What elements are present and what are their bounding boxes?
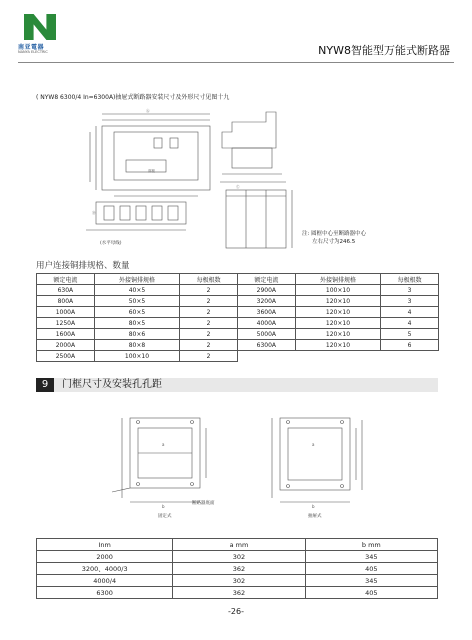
- table-cell: 3: [381, 285, 439, 296]
- table-row: [37, 329, 439, 340]
- table-cell: 800A: [37, 296, 95, 307]
- table-cell: 362: [173, 587, 305, 599]
- table-row: [37, 285, 439, 296]
- note-line-1: 注: 圆框中心至断路器中心: [302, 231, 367, 237]
- svg-text:Ⓐ: Ⓐ: [146, 109, 150, 113]
- table-cell: 1250A: [37, 318, 95, 329]
- table-header-row: [37, 539, 438, 551]
- table-cell: 3200A: [237, 296, 295, 307]
- table-cell: 120×10: [295, 329, 380, 340]
- brand-subtitle: NANYA ELECTRIC: [18, 50, 48, 54]
- table-cell: [381, 351, 439, 362]
- breaker-outline-drawing: [36, 102, 440, 254]
- table-cell: 405: [305, 587, 437, 599]
- col-per-pole-count: 每极根数: [180, 274, 238, 285]
- table-cell: 3600A: [237, 307, 295, 318]
- table-cell: 2: [180, 351, 238, 362]
- table-row: [37, 551, 438, 563]
- table-cell: 40×5: [94, 285, 179, 296]
- table-cell: 3200、4000/3: [37, 563, 173, 575]
- svg-text:a: a: [312, 442, 315, 447]
- table-cell: 120×10: [295, 340, 380, 351]
- section-title: 门框尺寸及安装孔孔距: [62, 379, 162, 390]
- table-cell: 2: [180, 307, 238, 318]
- table-row: [37, 351, 439, 362]
- table-cell: 4000/4: [37, 575, 173, 587]
- table-cell: 120×10: [295, 296, 380, 307]
- page-title: NYW8智能型万能式断路器: [318, 44, 450, 57]
- table-cell: 2000: [37, 551, 173, 563]
- svg-text:b: b: [162, 504, 165, 509]
- col-inm: Inm: [37, 539, 173, 551]
- door-frame-table: [36, 538, 438, 599]
- table-cell: 345: [305, 575, 437, 587]
- svg-text:b: b: [312, 504, 315, 509]
- col-busbar-spec: 外接铜排规格: [94, 274, 179, 285]
- table-cell: [237, 351, 295, 362]
- brand-name: 南亚電器: [18, 44, 45, 51]
- fixed-type-label: 固定式: [158, 514, 172, 519]
- table-cell: 80×6: [94, 329, 179, 340]
- col-rated-current: 额定电流: [37, 274, 95, 285]
- table-cell: 302: [173, 551, 305, 563]
- table-cell: 2: [180, 340, 238, 351]
- table-cell: 2900A: [237, 285, 295, 296]
- table-row: [37, 340, 439, 351]
- table-cell: 4000A: [237, 318, 295, 329]
- diagram-caption: ( NYW8 6300/4 In=6300A)抽屉式断路器安装尺寸及外形尺寸见图十九: [36, 94, 230, 101]
- table-cell: 100×10: [94, 351, 179, 362]
- table-cell: 80×5: [94, 318, 179, 329]
- col-a: a mm: [173, 539, 305, 551]
- table-cell: 302: [173, 575, 305, 587]
- svg-text:Ⓑ: Ⓑ: [92, 211, 96, 215]
- table-cell: 1000A: [37, 307, 95, 318]
- table-cell: 630A: [37, 285, 95, 296]
- table-cell: 345: [305, 551, 437, 563]
- breaker-bottom-label: 断路器底面: [192, 501, 215, 506]
- col-busbar-spec-2: 外接铜排规格: [295, 274, 380, 285]
- table-row: [37, 296, 439, 307]
- table-cell: 120×10: [295, 318, 380, 329]
- table-cell: 4: [381, 318, 439, 329]
- table-cell: 6300A: [237, 340, 295, 351]
- page-number: -26-: [228, 607, 244, 616]
- table-cell: 60×5: [94, 307, 179, 318]
- table-cell: 6: [381, 340, 439, 351]
- header-divider: [18, 62, 454, 63]
- table-row: [37, 563, 438, 575]
- logo-mark: [24, 14, 56, 40]
- table-cell: 2: [180, 318, 238, 329]
- table-row: [37, 307, 439, 318]
- table-cell: 100×10: [295, 285, 380, 296]
- col-rated-current-2: 额定电流: [237, 274, 295, 285]
- table-cell: 2000A: [37, 340, 95, 351]
- door-frame-drawing: [110, 410, 380, 520]
- svg-text:面板: 面板: [148, 169, 155, 173]
- table-cell: 2500A: [37, 351, 95, 362]
- note-line-2: 左右尺寸为246.5: [312, 239, 356, 245]
- svg-text:a: a: [162, 442, 165, 447]
- table-cell: 362: [173, 563, 305, 575]
- section-number: 9: [36, 378, 54, 392]
- table-cell: 2: [180, 285, 238, 296]
- draw-out-type-label: 抽屉式: [308, 514, 322, 519]
- table-cell: 2: [180, 329, 238, 340]
- table-cell: 4: [381, 307, 439, 318]
- table-cell: 5000A: [237, 329, 295, 340]
- horizontal-busbar-label: (水平母线): [100, 241, 122, 246]
- table-cell: 120×10: [295, 307, 380, 318]
- col-per-pole-count-2: 每极根数: [381, 274, 439, 285]
- table-row: [37, 575, 438, 587]
- table-row: [37, 318, 439, 329]
- table-cell: [295, 351, 380, 362]
- svg-text:Ⓒ: Ⓒ: [236, 185, 240, 189]
- col-b: b mm: [305, 539, 437, 551]
- table-cell: 405: [305, 563, 437, 575]
- table-header-row: [37, 274, 439, 285]
- table-cell: 1600A: [37, 329, 95, 340]
- table-cell: 50×5: [94, 296, 179, 307]
- table-cell: 6300: [37, 587, 173, 599]
- busbar-spec-title: 用户连接铜排规格、数量: [36, 261, 130, 271]
- table-row: [37, 587, 438, 599]
- table-cell: 3: [381, 296, 439, 307]
- table-cell: 80×8: [94, 340, 179, 351]
- table-cell: 2: [180, 296, 238, 307]
- table-cell: 5: [381, 329, 439, 340]
- busbar-spec-table: [36, 273, 439, 362]
